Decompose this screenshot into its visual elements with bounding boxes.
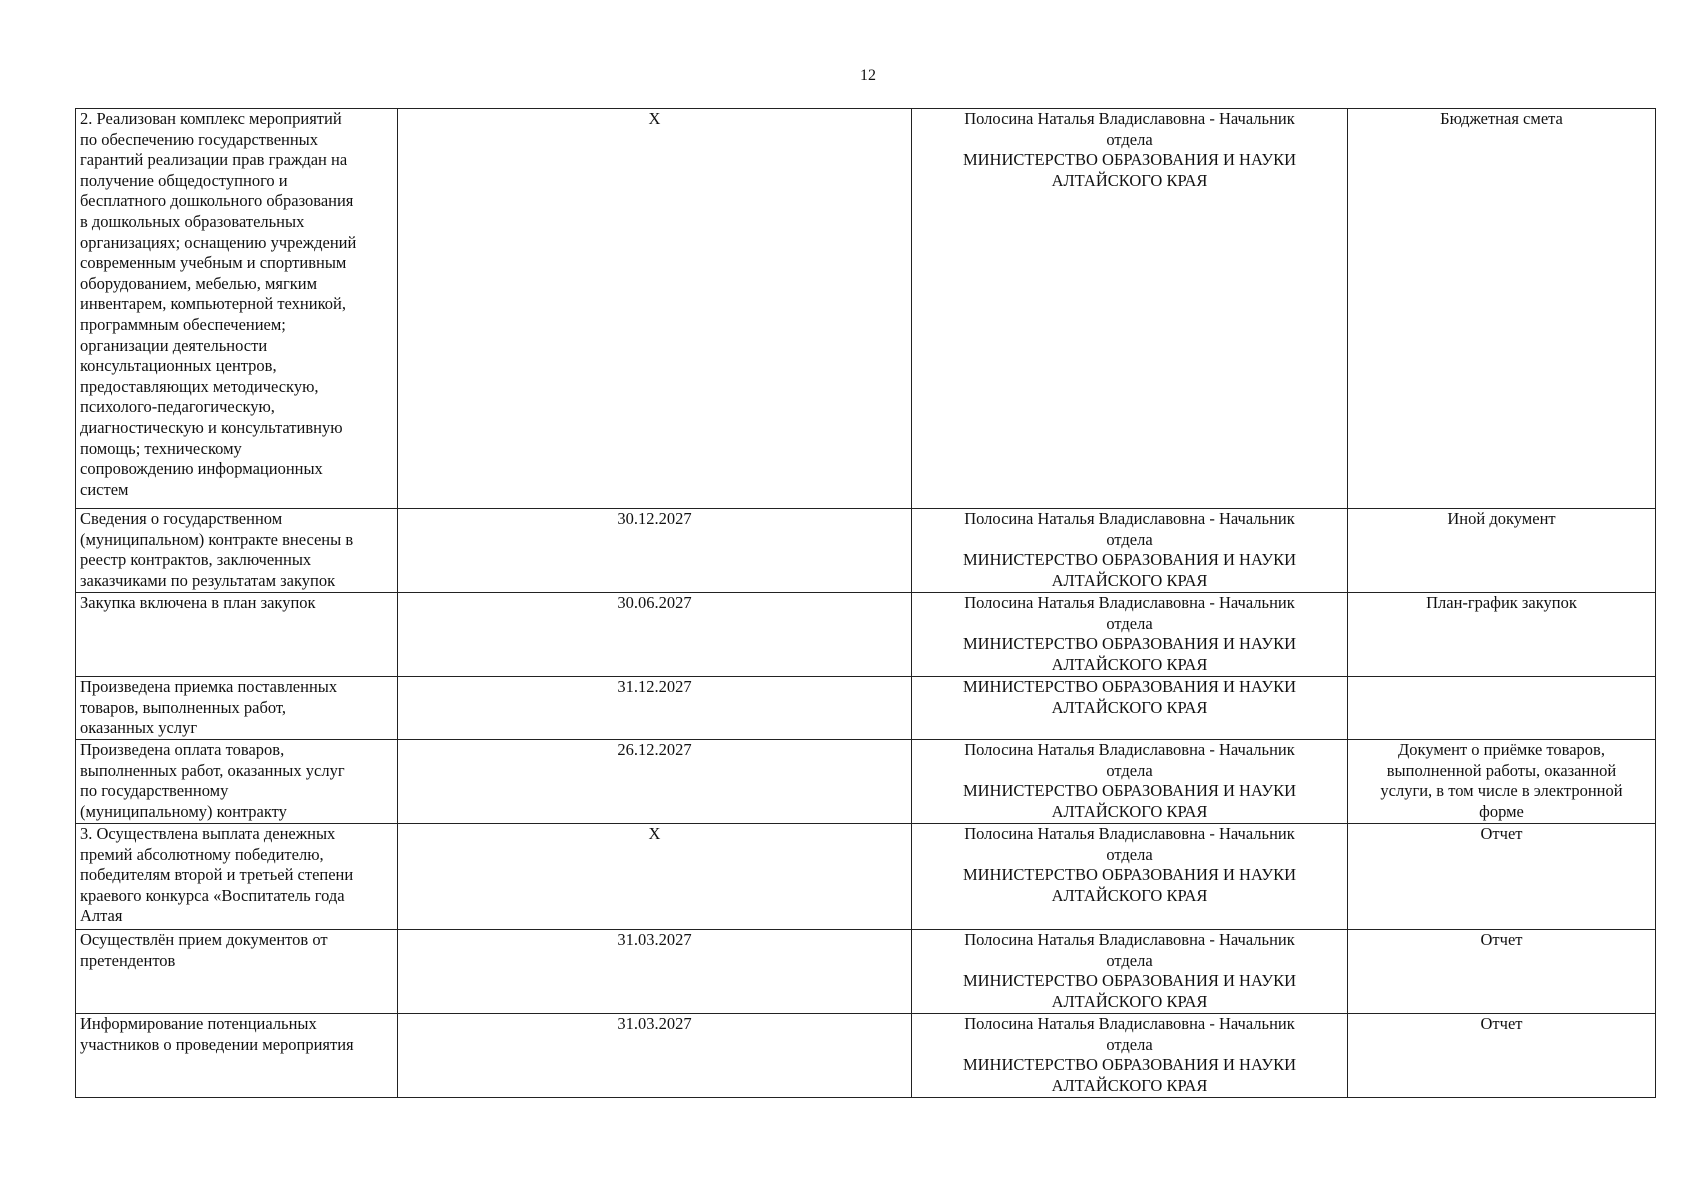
cell-document-line: услуги, в том числе в электронной <box>1380 781 1623 801</box>
cell-name-line: Осуществлён прием документов от <box>80 930 328 949</box>
cell-responsible-line: отдела <box>1106 129 1153 149</box>
table-row <box>76 930 1656 1014</box>
cell-name-line: товаров, выполненных работ, <box>80 697 287 717</box>
cell-responsible-line: АЛТАЙСКОГО КРАЯ <box>1051 801 1208 821</box>
cell-document-line: Бюджетная смета <box>1440 109 1563 128</box>
table-row <box>76 824 1656 930</box>
table-row <box>76 677 1656 740</box>
cell-responsible-line: АЛТАЙСКОГО КРАЯ <box>1051 170 1208 190</box>
cell-responsible-line: Полосина Наталья Владиславовна - Начальник <box>964 1014 1295 1033</box>
cell-name-line: Информирование потенциальных <box>80 1014 317 1033</box>
cell-responsible <box>912 824 1348 930</box>
cell-responsible-line: Полосина Наталья Владиславовна - Начальник <box>964 509 1295 528</box>
cell-name <box>76 677 398 740</box>
cell-name-line: сопровождению информационных <box>80 459 323 479</box>
cell-responsible-line: отдела <box>1106 613 1153 633</box>
cell-responsible-line: МИНИСТЕРСТВО ОБРАЗОВАНИЯ И НАУКИ <box>962 781 1297 801</box>
cell-name <box>76 740 398 824</box>
cell-name-line: участников о проведении мероприятия <box>80 1034 354 1054</box>
cell-name-line: реестр контрактов, заключенных <box>80 550 312 570</box>
cell-date: 30.06.2027 <box>398 593 912 677</box>
cell-responsible-line: МИНИСТЕРСТВО ОБРАЗОВАНИЯ И НАУКИ <box>962 150 1297 170</box>
cell-date: 31.12.2027 <box>398 677 912 740</box>
cell-responsible <box>912 593 1348 677</box>
cell-name-line: программным обеспечением; <box>80 314 286 334</box>
cell-responsible-line: отдела <box>1106 844 1153 864</box>
cell-name-line: оказанных услуг <box>80 718 198 738</box>
cell-name-line: премий абсолютному победителю, <box>80 844 324 864</box>
cell-responsible-line: АЛТАЙСКОГО КРАЯ <box>1051 1075 1208 1095</box>
cell-name-line: получение общедоступного и <box>80 170 288 190</box>
cell-name-line: Произведена приемка поставленных <box>80 677 338 696</box>
cell-name-line: помощь; техническому <box>80 438 242 458</box>
cell-name-line: инвентарем, компьютерной техникой, <box>80 294 346 314</box>
cell-document-line: План-график закупок <box>1426 593 1577 612</box>
cell-responsible-line: МИНИСТЕРСТВО ОБРАЗОВАНИЯ И НАУКИ <box>962 550 1297 570</box>
cell-name-line: по государственному <box>80 781 229 801</box>
cell-responsible <box>912 1014 1348 1098</box>
cell-name-line: 2. Реализован комплекс мероприятий <box>80 109 342 128</box>
cell-document <box>1348 109 1656 509</box>
cell-responsible-line: МИНИСТЕРСТВО ОБРАЗОВАНИЯ И НАУКИ <box>962 865 1297 885</box>
cell-responsible-line: МИНИСТЕРСТВО ОБРАЗОВАНИЯ И НАУКИ <box>962 677 1297 696</box>
cell-name-line: Сведения о государственном <box>80 509 283 528</box>
cell-name-line: бесплатного дошкольного образования <box>80 191 354 211</box>
cell-name-line: (муниципальному) контракту <box>80 801 287 821</box>
cell-date: 30.12.2027 <box>398 509 912 593</box>
cell-responsible-line: Полосина Наталья Владиславовна - Начальник <box>964 593 1295 612</box>
cell-name-line: организации деятельности <box>80 335 268 355</box>
table-row <box>76 593 1656 677</box>
cell-responsible <box>912 109 1348 509</box>
cell-responsible <box>912 930 1348 1014</box>
cell-responsible-line: отдела <box>1106 950 1153 970</box>
cell-document-line: Отчет <box>1480 930 1523 949</box>
cell-document-line: Отчет <box>1480 1014 1523 1033</box>
cell-document-line: Документ о приёмке товаров, <box>1398 740 1605 759</box>
cell-name-line: 3. Осуществлена выплата денежных <box>80 824 336 843</box>
cell-date: 31.03.2027 <box>398 930 912 1014</box>
cell-responsible-line: МИНИСТЕРСТВО ОБРАЗОВАНИЯ И НАУКИ <box>962 634 1297 654</box>
cell-name-line: систем <box>80 479 129 499</box>
cell-name-line: в дошкольных образовательных <box>80 211 305 231</box>
cell-responsible <box>912 677 1348 740</box>
cell-name-line: по обеспечению государственных <box>80 129 319 149</box>
cell-responsible <box>912 740 1348 824</box>
cell-responsible <box>912 509 1348 593</box>
cell-responsible-line: отдела <box>1106 529 1153 549</box>
cell-responsible-line: Полосина Наталья Владиславовна - Начальник <box>964 109 1295 128</box>
cell-document <box>1348 677 1656 740</box>
table-body <box>76 109 1656 1098</box>
table-row <box>76 509 1656 593</box>
cell-responsible-line: МИНИСТЕРСТВО ОБРАЗОВАНИЯ И НАУКИ <box>962 1055 1297 1075</box>
cell-date: X <box>398 109 912 509</box>
cell-name <box>76 509 398 593</box>
cell-name-line: современным учебным и спортивным <box>80 253 347 273</box>
cell-name-line: предоставляющих методическую, <box>80 376 319 396</box>
cell-name-line: заказчиками по результатам закупок <box>80 570 336 590</box>
cell-document-line: Отчет <box>1480 824 1523 843</box>
cell-responsible-line: Полосина Наталья Владиславовна - Начальник <box>964 930 1295 949</box>
cell-date: X <box>398 824 912 930</box>
cell-name-line: Произведена оплата товаров, <box>80 740 285 759</box>
cell-responsible-line: АЛТАЙСКОГО КРАЯ <box>1051 654 1208 674</box>
cell-name <box>76 1014 398 1098</box>
cell-responsible-line: Полосина Наталья Владиславовна - Начальник <box>964 740 1295 759</box>
cell-name <box>76 930 398 1014</box>
cell-name-line: выполненных работ, оказанных услуг <box>80 760 345 780</box>
cell-document-line: Иной документ <box>1447 509 1556 528</box>
cell-name <box>76 593 398 677</box>
cell-document-line: форме <box>1479 801 1524 821</box>
cell-responsible-line: АЛТАЙСКОГО КРАЯ <box>1051 885 1208 905</box>
cell-name-line: претендентов <box>80 950 176 970</box>
cell-responsible-line: отдела <box>1106 1034 1153 1054</box>
cell-document <box>1348 509 1656 593</box>
cell-name-line: оборудованием, мебелью, мягким <box>80 273 318 293</box>
cell-document <box>1348 593 1656 677</box>
cell-name-line: гарантий реализации прав граждан на <box>80 150 348 170</box>
table-row <box>76 1014 1656 1098</box>
cell-responsible-line: АЛТАЙСКОГО КРАЯ <box>1051 570 1208 590</box>
cell-document <box>1348 1014 1656 1098</box>
page-number: 12 <box>860 67 876 84</box>
cell-responsible-line: отдела <box>1106 760 1153 780</box>
cell-name-line: победителям второй и третьей степени <box>80 865 354 885</box>
table-row <box>76 109 1656 509</box>
cell-name-line: Алтая <box>80 906 123 926</box>
cell-date: 26.12.2027 <box>398 740 912 824</box>
cell-name-line: психолого-педагогическую, <box>80 397 275 417</box>
cell-document-line: выполненной работы, оказанной <box>1386 760 1617 780</box>
cell-document <box>1348 740 1656 824</box>
cell-document <box>1348 930 1656 1014</box>
cell-name-line: консультационных центров, <box>80 356 277 376</box>
cell-date: 31.03.2027 <box>398 1014 912 1098</box>
cell-name-line: краевого конкурса «Воспитатель года <box>80 885 345 905</box>
cell-name-line: диагностическую и консультативную <box>80 417 343 437</box>
cell-responsible-line: Полосина Наталья Владиславовна - Начальник <box>964 824 1295 843</box>
cell-responsible-line: АЛТАЙСКОГО КРАЯ <box>1051 991 1208 1011</box>
cell-name-line: организациях; оснащению учреждений <box>80 232 357 252</box>
cell-name <box>76 824 398 930</box>
cell-name <box>76 109 398 509</box>
cell-responsible-line: АЛТАЙСКОГО КРАЯ <box>1051 697 1208 717</box>
cell-name-line: Закупка включена в план закупок <box>80 593 316 612</box>
cell-name-line: (муниципальном) контракте внесены в <box>80 529 354 549</box>
table-row <box>76 740 1656 824</box>
cell-document <box>1348 824 1656 930</box>
control-points-table <box>75 108 1656 1098</box>
cell-responsible-line: МИНИСТЕРСТВО ОБРАЗОВАНИЯ И НАУКИ <box>962 971 1297 991</box>
